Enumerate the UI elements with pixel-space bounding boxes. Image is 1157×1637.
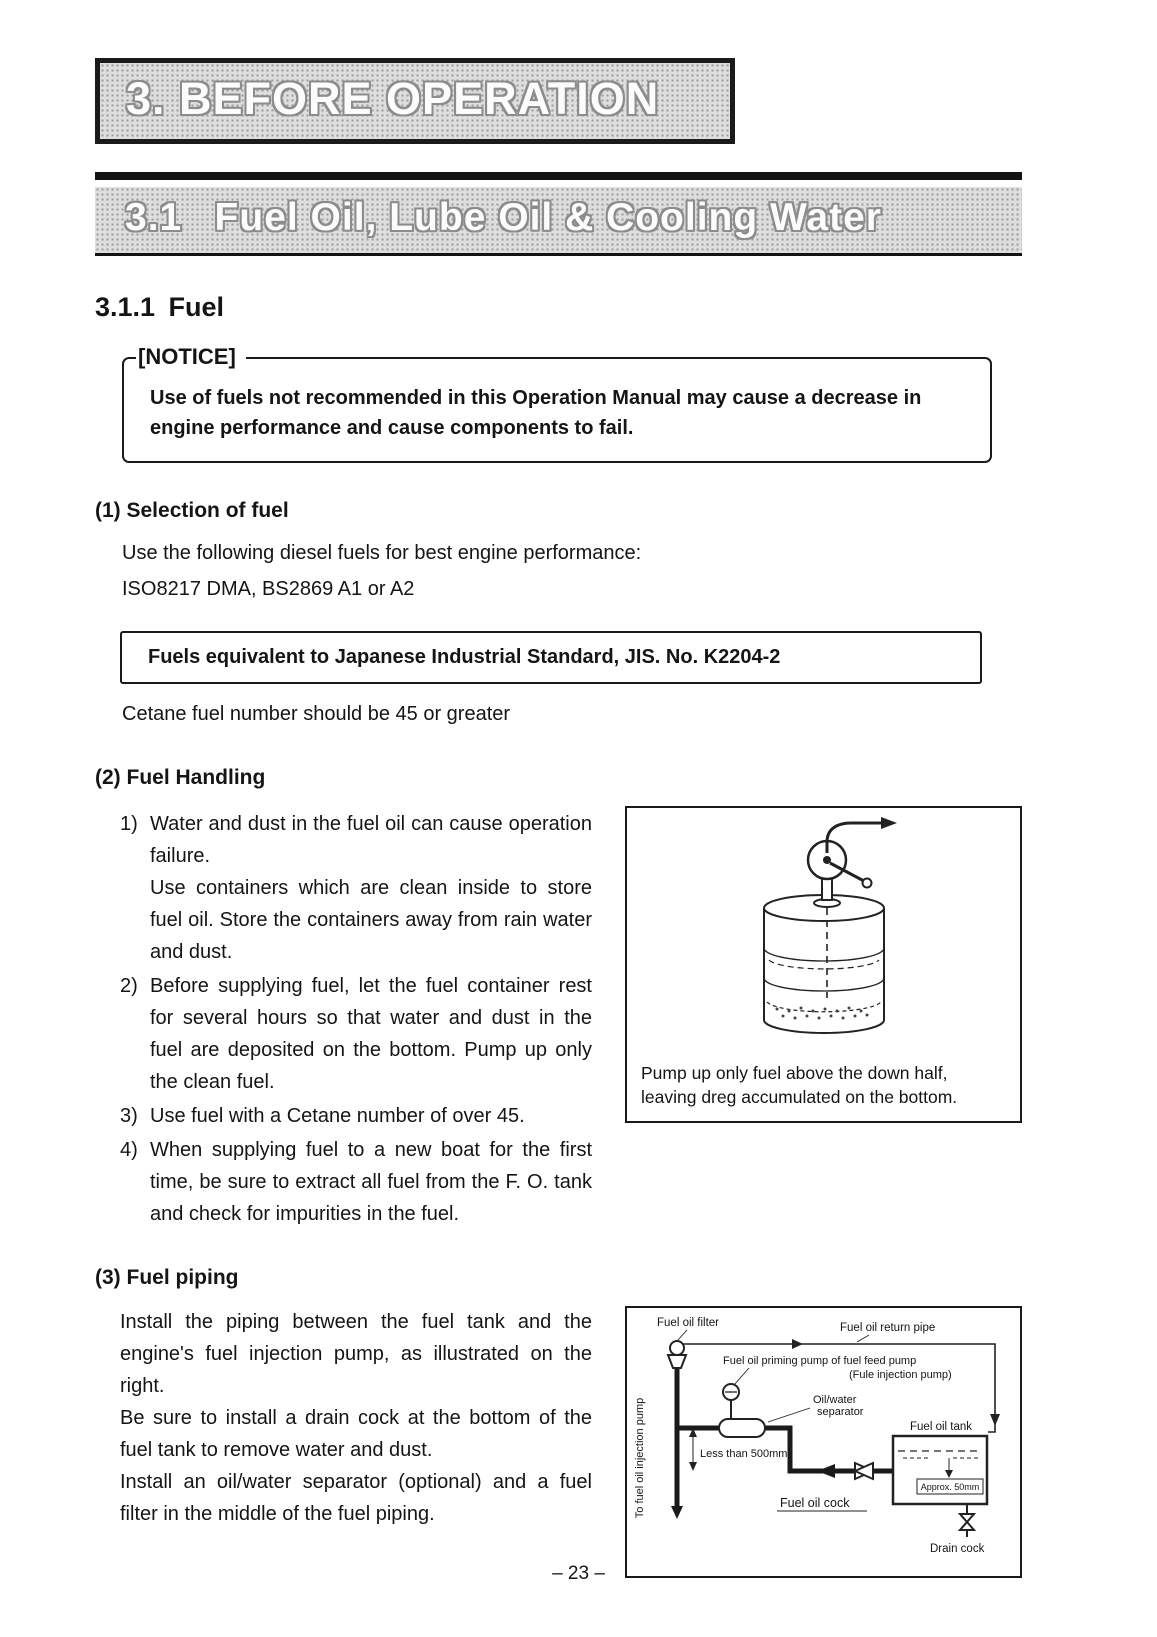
label-priming-pump-2: (Fule injection pump) (849, 1369, 952, 1381)
jis-standard-box: Fuels equivalent to Japanese Industrial Standard, JIS. No. K2204-2 (120, 631, 982, 684)
label-fuel-oil-return-pipe: Fuel oil return pipe (840, 1322, 936, 1334)
sediment-dots (776, 1007, 869, 1020)
chapter-header-box (95, 58, 735, 144)
selection-line3: Cetane fuel number should be 45 or greater (122, 703, 511, 725)
piping-figure-box (625, 1306, 1022, 1578)
label-approx-50mm: Approx. 50mm (920, 1482, 980, 1492)
item-text: Use containers which are clean inside to store fuel oil. Store the containers away from rain water and dust. (150, 877, 592, 963)
list-item (120, 970, 592, 1098)
label-fuel-oil-tank: Fuel oil tank (910, 1421, 973, 1433)
label-fuel-oil-cock: Fuel oil cock (780, 1496, 850, 1510)
section-header-band (95, 187, 1022, 256)
fuel-pipe (677, 1368, 893, 1506)
piping-paragraph: Install the piping between the fuel tank and the engine's fuel injection pump, as illustrated on the right. (120, 1311, 592, 1397)
fuel-piping-diagram (627, 1308, 1020, 1576)
drum-pump-illustration (627, 808, 1020, 1060)
return-flow-arrow (792, 1339, 803, 1349)
less-than-500mm-dimension (689, 1428, 697, 1471)
fuel-cock-symbol (855, 1463, 873, 1479)
item-text: Before supplying fuel, let the fuel container rest for several hours so that water and dust in the fuel are deposited on the bottom. Pump up only the clean fuel. (150, 975, 592, 1093)
label-to-injection-pump: To fuel oil injection pump (634, 1397, 646, 1519)
handling-section (95, 806, 1022, 1230)
oil-water-separator-symbol (719, 1419, 765, 1437)
drain-cock-symbol (960, 1504, 974, 1537)
drum-figure-box (625, 806, 1022, 1123)
list-item (120, 808, 592, 968)
item-number: 2) (120, 975, 138, 997)
label-separator-1: Oil/water (813, 1394, 857, 1406)
piping-paragraph: Be sure to install a drain cock at the bottom of the fuel tank to remove water and dust. (120, 1407, 592, 1461)
selection-heading: (1) Selection of fuel (95, 499, 289, 522)
item-number: 4) (120, 1139, 138, 1161)
section-title: 3.1 Fuel Oil, Lube Oil & Cooling Water (125, 196, 882, 239)
drum-figure-caption: Pump up only fuel above the down half, leaving dreg accumulated on the bottom. (641, 1063, 958, 1107)
to-pump-arrow (671, 1506, 683, 1519)
handling-heading: (2) Fuel Handling (95, 766, 266, 789)
selection-line2: ISO8217 DMA, BS2869 A1 or A2 (122, 578, 415, 600)
fuel-filter-symbol (668, 1341, 686, 1368)
notice-box (122, 344, 992, 463)
item-text: When supplying fuel to a new boat for the first time, be sure to extract all fuel from the F. O. tank and check for impurities in the fuel. (150, 1139, 592, 1225)
flow-left-arrow (817, 1464, 835, 1478)
page-number: – 23 – (552, 1563, 605, 1584)
notice-text: Use of fuels not recommended in this Operation Manual may cause a decrease in engine performance and cause components to fail. (150, 387, 922, 439)
list-item (120, 1100, 592, 1132)
item-text: Use fuel with a Cetane number of over 45. (150, 1105, 525, 1127)
notice-label: [NOTICE] (136, 344, 246, 370)
chapter-title: 3. BEFORE OPERATION (126, 73, 660, 124)
list-item (120, 1134, 592, 1230)
label-drain-cock: Drain cock (930, 1543, 985, 1555)
item-number: 1) (120, 813, 138, 835)
subsection-title: 3.1.1 Fuel (95, 292, 225, 322)
piping-paragraph: Install an oil/water separator (optional) and a fuel filter in the middle of the fuel piping. (120, 1471, 592, 1525)
selection-line1: Use the following diesel fuels for best engine performance: (122, 542, 642, 564)
item-text: Water and dust in the fuel oil can cause operation failure. (150, 813, 592, 867)
label-priming-pump-1: Fuel oil priming pump of fuel feed pump (723, 1355, 917, 1367)
horizontal-rule (95, 172, 1022, 180)
item-number: 3) (120, 1105, 138, 1127)
label-less-than-500mm: Less than 500mm (700, 1448, 788, 1460)
label-fuel-oil-filter: Fuel oil filter (657, 1317, 719, 1329)
label-separator-2: separator (817, 1406, 864, 1418)
handling-text-column (120, 806, 592, 1230)
piping-heading: (3) Fuel piping (95, 1266, 239, 1289)
piping-text-column (120, 1306, 592, 1530)
piping-section (95, 1306, 1022, 1578)
return-down-arrow (990, 1414, 1000, 1426)
priming-pump-symbol (723, 1384, 739, 1419)
